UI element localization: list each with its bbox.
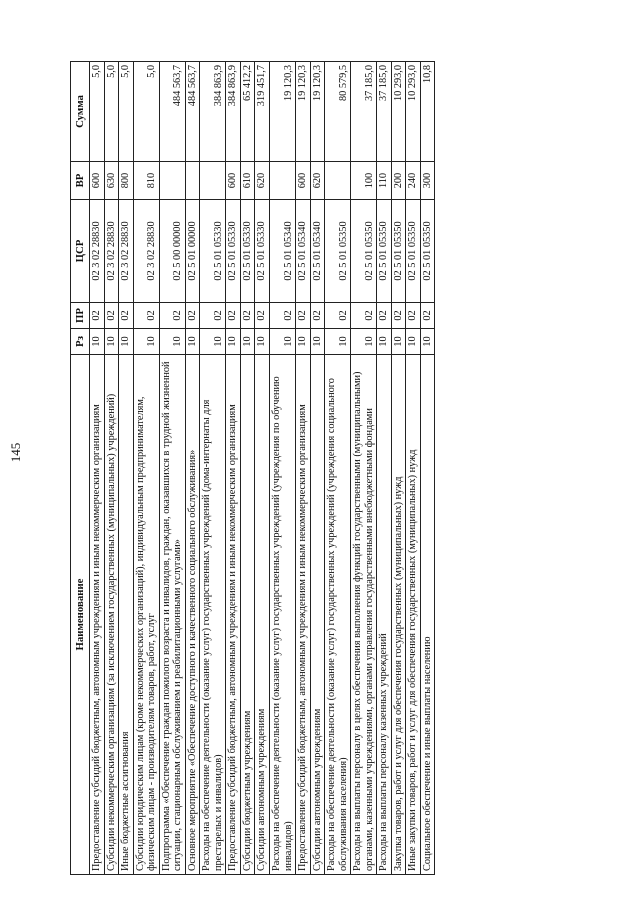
cell-pr: 02: [200, 303, 226, 329]
cell-sum: 10 293,0: [406, 62, 421, 162]
cell-vr: 240: [406, 162, 421, 200]
header-pr: ПР: [71, 303, 90, 329]
cell-csr: 02 5 01 05330: [255, 200, 270, 303]
cell-name: Предоставление субсидий бюджетным, автономным учреждениям и иным некоммерческим организациям: [296, 355, 311, 875]
table-row: [133, 62, 159, 875]
cell-sum: 5,0: [90, 62, 105, 162]
cell-name: Субсидии автономным учреждениям: [310, 355, 325, 875]
cell-vr: 620: [310, 162, 325, 200]
cell-pr: 02: [420, 303, 435, 329]
cell-sum: 10,8: [420, 62, 435, 162]
cell-sum: 484 563,7: [159, 62, 185, 162]
table-row: [351, 62, 377, 875]
cell-vr: [185, 162, 200, 200]
cell-csr: 02 5 01 05330: [200, 200, 226, 303]
cell-pr: 02: [269, 303, 295, 329]
header-vr: ВР: [71, 162, 90, 200]
table-body: [90, 62, 435, 875]
cell-sum: 384 863,9: [226, 62, 241, 162]
table-row: [255, 62, 270, 875]
cell-csr: 02 5 01 05350: [420, 200, 435, 303]
cell-rz: 10: [377, 329, 392, 355]
table-row: [420, 62, 435, 875]
cell-pr: 02: [90, 303, 105, 329]
table-row: [391, 62, 406, 875]
cell-vr: 630: [104, 162, 119, 200]
header-sum: Сумма: [71, 62, 90, 162]
table-row: [325, 62, 351, 875]
page-number: 145: [8, 442, 23, 463]
table-row: [200, 62, 226, 875]
cell-vr: 800: [119, 162, 134, 200]
cell-pr: 02: [310, 303, 325, 329]
cell-vr: 110: [377, 162, 392, 200]
cell-rz: 10: [255, 329, 270, 355]
cell-vr: 610: [240, 162, 255, 200]
cell-vr: [269, 162, 295, 200]
cell-vr: 200: [391, 162, 406, 200]
cell-sum: 384 863,9: [200, 62, 226, 162]
cell-name: Предоставление субсидий бюджетным, автономным учреждениям и иным некоммерческим организациям: [226, 355, 241, 875]
cell-rz: 10: [119, 329, 134, 355]
cell-csr: 02 5 01 05350: [377, 200, 392, 303]
cell-name: Закупка товаров, работ и услуг для обеспечения государственных (муниципальных) нужд: [391, 355, 406, 875]
cell-sum: 5,0: [104, 62, 119, 162]
cell-rz: 10: [391, 329, 406, 355]
cell-csr: 02 3 02 28830: [104, 200, 119, 303]
table-row: [406, 62, 421, 875]
table-row: [377, 62, 392, 875]
cell-rz: 10: [185, 329, 200, 355]
cell-vr: 100: [351, 162, 377, 200]
cell-vr: 810: [133, 162, 159, 200]
cell-rz: 10: [406, 329, 421, 355]
cell-sum: 5,0: [133, 62, 159, 162]
cell-vr: 600: [90, 162, 105, 200]
cell-sum: 19 120,3: [310, 62, 325, 162]
cell-csr: 02 3 02 28830: [90, 200, 105, 303]
cell-sum: 37 185,0: [351, 62, 377, 162]
cell-sum: 19 120,3: [296, 62, 311, 162]
header-name: Наименование: [71, 355, 90, 875]
cell-csr: 02 5 00 00000: [159, 200, 185, 303]
cell-name: Субсидии некоммерческим организациям (за исключением государственных (муниципальных) учреждений): [104, 355, 119, 875]
cell-rz: 10: [133, 329, 159, 355]
cell-name: Расходы на обеспечение деятельности (оказание услуг) государственных учреждений (дома-интернаты для престарелых и инвалидов): [200, 355, 226, 875]
cell-csr: 02 5 01 00000: [185, 200, 200, 303]
cell-vr: [200, 162, 226, 200]
cell-pr: 02: [133, 303, 159, 329]
cell-sum: 19 120,3: [269, 62, 295, 162]
cell-sum: 37 185,0: [377, 62, 392, 162]
table-header-row: [71, 62, 90, 875]
cell-pr: 02: [185, 303, 200, 329]
table-row: [226, 62, 241, 875]
cell-rz: 10: [310, 329, 325, 355]
table-row: [159, 62, 185, 875]
cell-rz: 10: [104, 329, 119, 355]
cell-sum: 80 579,5: [325, 62, 351, 162]
cell-vr: 620: [255, 162, 270, 200]
cell-pr: 02: [119, 303, 134, 329]
table-row: [104, 62, 119, 875]
cell-pr: 02: [377, 303, 392, 329]
cell-csr: 02 5 01 05350: [391, 200, 406, 303]
header-csr: ЦСР: [71, 200, 90, 303]
cell-rz: 10: [240, 329, 255, 355]
table-row: [296, 62, 311, 875]
header-rz: Рз: [71, 329, 90, 355]
cell-rz: 10: [200, 329, 226, 355]
cell-csr: 02 3 02 28830: [133, 200, 159, 303]
cell-csr: 02 5 01 05340: [296, 200, 311, 303]
cell-name: Социальное обеспечение и иные выплаты населению: [420, 355, 435, 875]
cell-pr: 02: [104, 303, 119, 329]
cell-name: Основное мероприятие «Обеспечение доступного и качественного социального обслуживания»: [185, 355, 200, 875]
cell-rz: 10: [269, 329, 295, 355]
cell-pr: 02: [296, 303, 311, 329]
cell-name: Предоставление субсидий бюджетным, автономным учреждениям и иным некоммерческим организациям: [90, 355, 105, 875]
cell-name: Расходы на обеспечение деятельности (оказание услуг) государственных учреждений (учреждения социального обслуживания населения): [325, 355, 351, 875]
cell-csr: 02 5 01 05340: [310, 200, 325, 303]
table-row: [90, 62, 105, 875]
cell-pr: 02: [240, 303, 255, 329]
cell-pr: 02: [325, 303, 351, 329]
cell-vr: [325, 162, 351, 200]
cell-csr: 02 5 01 05340: [269, 200, 295, 303]
cell-name: Расходы на обеспечение деятельности (оказание услуг) государственных учреждений (учреждения по обучению инвалидов): [269, 355, 295, 875]
cell-name: Расходы на выплаты персоналу казенных учреждений: [377, 355, 392, 875]
cell-pr: 02: [226, 303, 241, 329]
cell-csr: 02 5 01 05350: [325, 200, 351, 303]
cell-vr: [159, 162, 185, 200]
cell-rz: 10: [325, 329, 351, 355]
cell-name: Субсидии бюджетным учреждениям: [240, 355, 255, 875]
cell-csr: 02 5 01 05350: [406, 200, 421, 303]
cell-rz: 10: [296, 329, 311, 355]
cell-vr: 300: [420, 162, 435, 200]
budget-table: [70, 61, 435, 875]
cell-name: Субсидии автономным учреждениям: [255, 355, 270, 875]
cell-rz: 10: [90, 329, 105, 355]
cell-sum: 5,0: [119, 62, 134, 162]
cell-rz: 10: [159, 329, 185, 355]
cell-rz: 10: [226, 329, 241, 355]
cell-sum: 484 563,7: [185, 62, 200, 162]
cell-csr: 02 5 01 05330: [240, 200, 255, 303]
cell-sum: 319 451,7: [255, 62, 270, 162]
cell-pr: 02: [406, 303, 421, 329]
table-row: [240, 62, 255, 875]
cell-pr: 02: [391, 303, 406, 329]
cell-name: Иные бюджетные ассигнования: [119, 355, 134, 875]
table-row: [119, 62, 134, 875]
cell-name: Подпрограмма «Обеспечение граждан пожилого возраста и инвалидов, граждан, оказавшихся в трудной жизненной ситуации, стационарным обслуживанием и реабилитационными услугами»: [159, 355, 185, 875]
cell-name: Расходы на выплаты персоналу в целях обеспечения выполнения функций государственными (муниципальными) органами, казенными учреждениями, органами управления государственными внебюджетными фондами: [351, 355, 377, 875]
table-row: [269, 62, 295, 875]
cell-rz: 10: [351, 329, 377, 355]
cell-name: Субсидии юридическим лицам (кроме некоммерческих организаций), индивидуальным предпринимателям, физическим лицам - производителям товаров, работ, услуг: [133, 355, 159, 875]
cell-sum: 65 412,2: [240, 62, 255, 162]
cell-name: Иные закупки товаров, работ и услуг для обеспечения государственных (муниципальных) нужд: [406, 355, 421, 875]
cell-vr: 600: [296, 162, 311, 200]
cell-rz: 10: [420, 329, 435, 355]
cell-pr: 02: [351, 303, 377, 329]
cell-vr: 600: [226, 162, 241, 200]
table-row: [310, 62, 325, 875]
table-row: [185, 62, 200, 875]
cell-csr: 02 3 02 28830: [119, 200, 134, 303]
cell-pr: 02: [159, 303, 185, 329]
cell-csr: 02 5 01 05330: [226, 200, 241, 303]
cell-sum: 10 293,0: [391, 62, 406, 162]
cell-csr: 02 5 01 05350: [351, 200, 377, 303]
cell-pr: 02: [255, 303, 270, 329]
